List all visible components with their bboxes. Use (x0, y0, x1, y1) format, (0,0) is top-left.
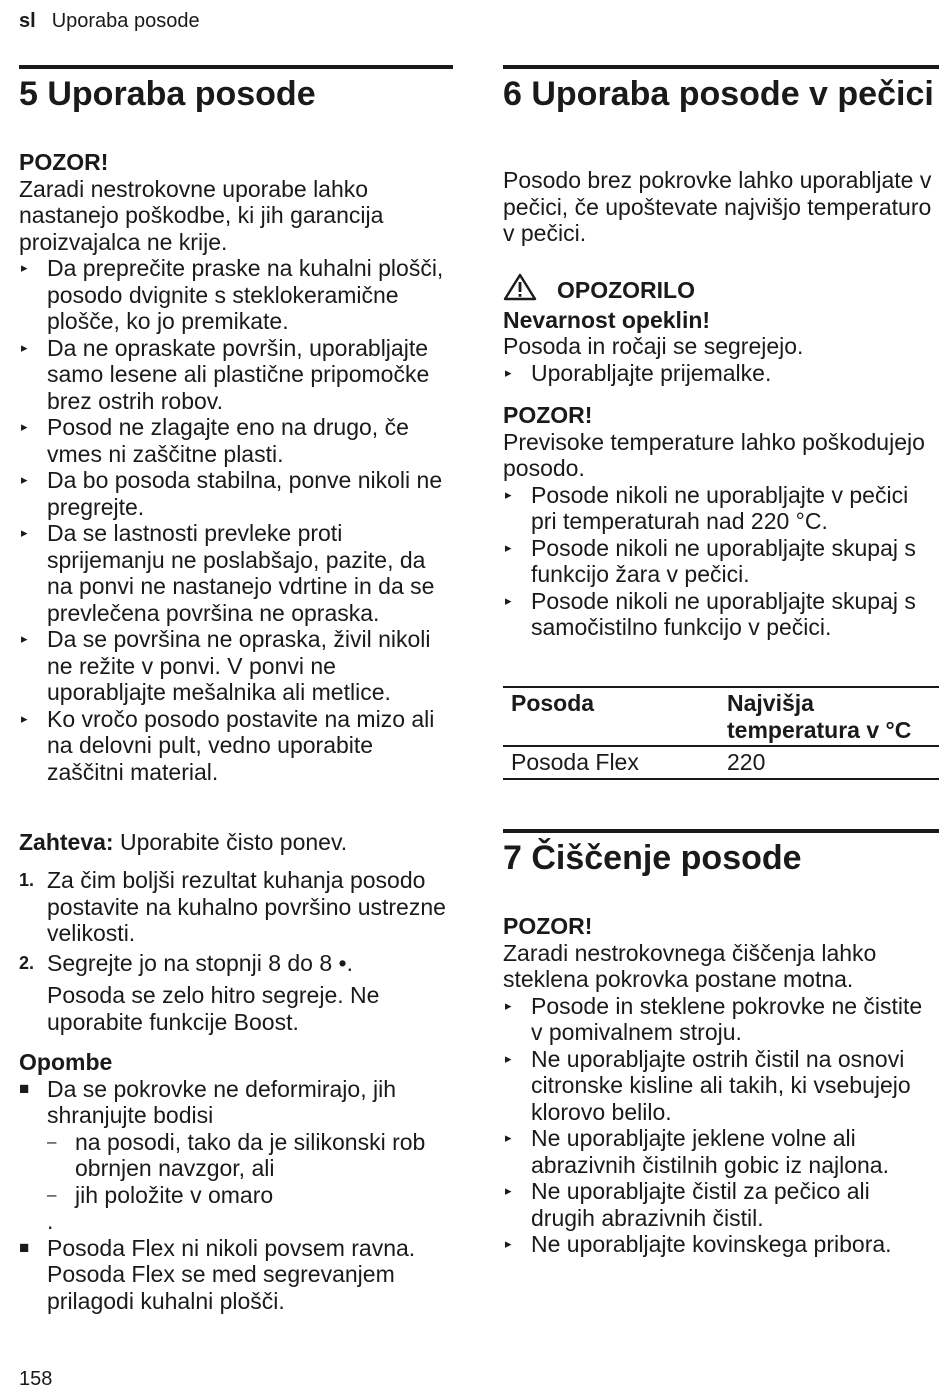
caution-list (503, 993, 939, 1258)
arrow-bullet-icon: ▸ (21, 631, 28, 646)
arrow-bullet-icon: ▸ (505, 1050, 512, 1066)
list-item: ▸ Da ne opraskate površin, uporabljajte samo lesene ali plastične pripomočke brez ostrih robov. (21, 334, 430, 414)
caution-text: Previsoke temperature lahko poškodujejo posodo. (503, 428, 925, 481)
section-6-warning (503, 273, 939, 386)
list-item: ▸ Posode nikoli ne uporabljajte skupaj s funkcijo žara v pečici. (505, 534, 916, 587)
section-5-caution (19, 149, 455, 785)
requirement (19, 829, 455, 856)
dash-bullet-icon: – (47, 1184, 57, 1204)
notes-title: Opombe (19, 1049, 113, 1075)
caution-list (19, 255, 455, 785)
dash-bullet-icon: – (47, 1131, 57, 1151)
arrow-bullet-icon: ▸ (505, 997, 512, 1013)
note-end: . (47, 1208, 54, 1234)
warning-title: Nevarnost opeklin! (503, 306, 711, 333)
caution-text: Zaradi nestrokovnega čiščenja lahko steklena pokrovka postane motna. (503, 939, 877, 992)
arrow-bullet-icon: ▸ (505, 1236, 512, 1251)
language-code: sl (19, 10, 36, 32)
arrow-bullet-icon: ▸ (21, 339, 28, 355)
caution-text: Zaradi nestrokovne uporabe lahko nastanejo poškodbe, ki jih garancija proizvajalca ne krije. (19, 175, 384, 255)
table-cell: 220 (727, 749, 766, 775)
warning-list (503, 360, 939, 387)
steps (19, 867, 455, 1035)
caution-label: POZOR! (19, 149, 109, 175)
section-6-caution (503, 402, 939, 641)
arrow-bullet-icon: ▸ (21, 525, 28, 540)
table-row (503, 746, 939, 779)
section-rule (19, 65, 453, 69)
caution-label: POZOR! (503, 402, 593, 428)
warning-triangle-icon (503, 273, 557, 307)
temperature-table (503, 686, 939, 780)
list-item: ▸ Posode nikoli ne uporabljajte skupaj s samočistilno funkcijo v pečici. (505, 587, 916, 640)
step-item: 1. Za čim boljši rezultat kuhanja posodo postavite na kuhalno površino ustrezne velikosti. (19, 867, 446, 946)
notes-list (19, 1076, 455, 1315)
list-item: ▸ Da se površina ne opraska, živil nikoli ne režite v ponvi. V ponvi ne uporabljajte mešalnika ali metlice. (21, 626, 431, 705)
step-number: 2. (19, 952, 35, 973)
list-item: ▸ Da preprečite praske na kuhalni plošči, posodo dvignite s steklokeramične plošče, ko jo premikate. (21, 255, 444, 334)
step-item: 2. Segrejte jo na stopnji 8 do 8 •. (19, 949, 353, 976)
sub-item: – na posodi, tako da je silikonski rob obrnjen navzgor, ali (47, 1128, 426, 1181)
arrow-bullet-icon: ▸ (505, 1130, 512, 1145)
section-7-caution (503, 913, 939, 1258)
square-bullet-icon: ■ (19, 1078, 30, 1098)
list-item: ▸ Ne uporabljajte čistil za pečico ali drugih abrazivnih čistil. (505, 1178, 870, 1231)
step-result: Posoda se zelo hitro segreje. Ne uporabite funkcije Boost. (47, 982, 380, 1035)
list-item: ▸ Posod ne zlagajte eno na drugo, če vmes ni zaščitne plasti. (21, 414, 409, 467)
note-item: ■ Da se pokrovke ne deformirajo, jih shranjujte bodisi – na posodi, tako da je silikonski rob obrnjen navzgor, ali – jih položite v omaro . (19, 1076, 455, 1235)
arrow-bullet-icon: ▸ (21, 419, 28, 434)
requirement-text: Uporabite čisto ponev. (113, 829, 348, 855)
arrow-bullet-icon: ▸ (21, 260, 28, 275)
step-list (19, 867, 455, 976)
table-header-cell: Posoda (511, 690, 595, 716)
table-header-cell: Najvišja temperatura v °C (727, 690, 912, 743)
list-item: ▸ Ko vročo posodo postavite na mizo ali na delovni pult, vedno uporabite zaščitni material. (21, 705, 435, 785)
section-rule (503, 829, 939, 833)
list-item: ▸ Ne uporabljajte kovinskega pribora. (505, 1231, 892, 1257)
page-header (19, 8, 200, 34)
sub-item: – jih položite v omaro (47, 1181, 274, 1208)
list-item: ▸ Ne uporabljajte ostrih čistil na osnovi citronske kisline ali takih, ki vsebujejo klorovo belilo. (505, 1045, 911, 1125)
arrow-bullet-icon: ▸ (21, 710, 28, 726)
caution-label: POZOR! (503, 913, 593, 939)
arrow-bullet-icon: ▸ (505, 1183, 512, 1198)
temperature-table-wrap (503, 686, 939, 780)
caution-list (503, 482, 939, 641)
section-5-title: 5 Uporaba posode (19, 75, 316, 113)
arrow-bullet-icon: ▸ (505, 592, 512, 608)
note-sublist (47, 1129, 455, 1209)
notes (19, 1049, 455, 1314)
page-number: 158 (19, 1368, 53, 1390)
running-title: Uporaba posode (51, 10, 200, 32)
warning-text: Posoda in ročaji se segrejejo. (503, 333, 804, 359)
arrow-bullet-icon: ▸ (505, 486, 512, 502)
warning-header (503, 273, 939, 307)
list-item: ▸ Da bo posoda stabilna, ponve nikoli ne pregrejte. (21, 467, 443, 520)
square-bullet-icon: ■ (19, 1237, 30, 1257)
section-rule (503, 65, 939, 69)
list-item: ▸ Uporabljajte prijemalke. (505, 359, 772, 386)
list-item: ▸ Posode in steklene pokrovke ne čistite v pomivalnem stroju. (505, 992, 923, 1045)
arrow-bullet-icon: ▸ (505, 364, 512, 380)
section-7-title: 7 Čiščenje posode (503, 839, 802, 877)
list-item: ▸ Ne uporabljajte jeklene volne ali abrazivnih čistilnih gobic iz najlona. (505, 1125, 889, 1178)
section-6-title: 6 Uporaba posode v pečici (503, 75, 934, 113)
step-number: 1. (19, 870, 35, 890)
arrow-bullet-icon: ▸ (505, 539, 512, 555)
arrow-bullet-icon: ▸ (21, 472, 28, 487)
table-header-row (503, 687, 939, 746)
list-item: ▸ Posode nikoli ne uporabljajte v pečici pri temperaturah nad 220 °C. (505, 481, 909, 534)
section-6-intro: Posodo brez pokrovke lahko uporabljate v pečici, če upoštevate najvišjo temperaturo v pečici. (503, 167, 932, 246)
warning-label: OPOZORILO (557, 276, 695, 303)
requirement-label: Zahteva: (19, 829, 114, 855)
list-item: ▸ Da se lastnosti prevleke proti sprijemanju ne poslabšajo, pazite, da na ponvi ne nastanejo vdrtine in da se prevlečena površina ne opraska. (21, 520, 435, 626)
note-item: ■ Posoda Flex ni nikoli povsem ravna. Posoda Flex se med segrevanjem prilagodi kuhalni plošči. (19, 1234, 416, 1314)
table-cell: Posoda Flex (511, 749, 639, 775)
